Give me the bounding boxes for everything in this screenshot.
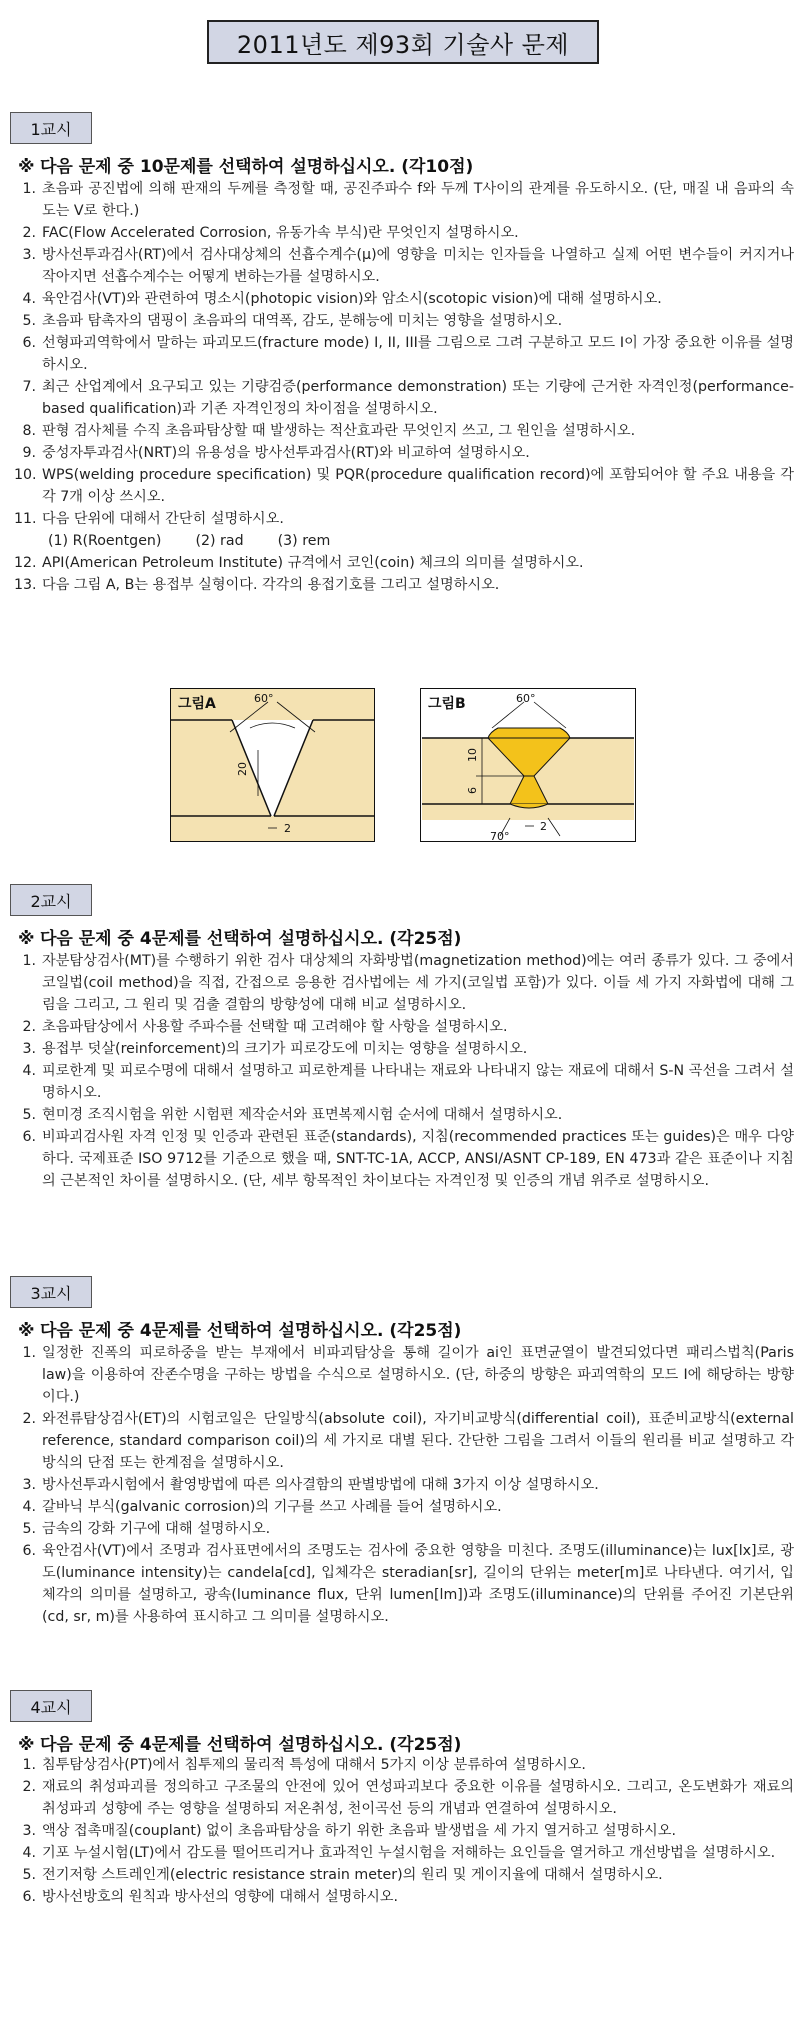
question-item: 6. 비파괴검사원 자격 인정 및 인증과 관련된 표준(standards), 지침(recommended practices 또는 guides)은 매우 다양하다. 국제표준 ISO 9712를 기준으로 했을 때, SNT-TC-1A, ACCP, ANSI/ASNT CP-189, EN 473과 같은 표준이나 지침의 근본적인 차이를 설명하시오. (단, 세부 항목적인 차이보다는 자격인정 및 인증의 개념 위주로 설명하시오. (22, 1129, 794, 1189)
question-item: 4. 갈바닉 부식(galvanic corrosion)의 기구를 쓰고 사례를 들어 설명하시오. (22, 1499, 502, 1515)
figure-b (420, 688, 636, 842)
question-item: 4. 기포 누설시험(LT)에서 감도를 떨어뜨리거나 효과적인 누설시험을 저해하는 요인들을 열거하고 개선방법을 설명하시오. (22, 1845, 776, 1861)
session-4-instruction: ※ 다음 문제 중 4문제를 선택하여 설명하십시오. (각25점) (18, 1735, 462, 1755)
figure-b-gap: 2 (540, 820, 547, 833)
question-item: 6. 육안검사(VT)에서 조명과 검사표면에서의 조명도는 검사에 중요한 영향을 미친다. 조명도(illuminance)는 lux[lx]로, 광도(luminance intensity)는 candela[cd], 입체각은 steradian[sr], 길이의 단위는 meter[m]로 나타낸다. 여기서, 입체각의 의미를 설명하고, 광속(luminance flux, 단위 lumen[lm])과 조명도(illuminance)의 단위를 주어진 기본단위(cd, sr, m)를 사용하여 표시하고 그 의미를 설명하시오. (22, 1543, 794, 1625)
question-item: 1. 침투탐상검사(PT)에서 침투제의 물리적 특성에 대해서 5가지 이상 분류하여 설명하시오. (22, 1757, 586, 1773)
unit-list (14, 530, 794, 552)
session-3-questions (14, 1342, 794, 1628)
question-item: 1. 자분탐상검사(MT)를 수행하기 위한 검사 대상체의 자화방법(magnetization method)에는 여러 종류가 있다. 그 중에서 코일법(coil method)을 직접, 간접으로 응용한 검사법에는 세 가지(코일법 포함)가 있다. 이들 세 가지 자화법에 대해 그림을 그리고, 그 원리 및 검출 결함의 방향성에 대해 비교 설명하시오. (22, 953, 794, 1013)
question-item: 1. 초음파 공진법에 의해 판재의 두께를 측정할 때, 공진주파수 f와 두께 T사이의 관계를 유도하시오. (단, 매질 내 음파의 속도는 V로 한다.) (22, 181, 794, 219)
session-2-tab: 2교시 (10, 884, 92, 916)
unit-item: (2) rad (195, 533, 244, 549)
question-item: 10. WPS(welding procedure specification) 및 PQR(procedure qualification record)에 포함되어야 할 주요 내용을 각각 7개 이상 쓰시오. (14, 467, 794, 505)
question-item: 8. 판형 검사체를 수직 초음파탐상할 때 발생하는 적산효과란 무엇인지 쓰고, 그 원인을 설명하시오. (22, 423, 636, 439)
session-2-instruction: ※ 다음 문제 중 4문제를 선택하여 설명하십시오. (각25점) (18, 929, 462, 949)
question-item: 2. 재료의 취성파괴를 정의하고 구조물의 안전에 있어 연성파괴보다 중요한 이유를 설명하시오. 그리고, 온도변화가 재료의 취성파괴 성향에 주는 영향을 설명하되 저온취성, 천이곡선 등의 개념과 연결하여 설명하시오. (22, 1779, 794, 1817)
figure-b-label: 그림B (428, 696, 466, 712)
figure-a-gap: 2 (284, 822, 291, 835)
question-item: 7. 최근 산업계에서 요구되고 있는 기량검증(performance demonstration) 또는 기량에 근거한 자격인정(performance-based qualification)과 기존 자격인정의 차이점을 설명하시오. (22, 379, 794, 417)
figure-b-angle: 60° (516, 692, 536, 705)
question-item: 6. 방사선방호의 원칙과 방사선의 영향에 대해서 설명하시오. (22, 1889, 398, 1905)
figure-a-angle: 60° (254, 692, 274, 705)
session-1-questions (14, 178, 794, 596)
figure-a-label: 그림A (178, 696, 216, 712)
question-item: 3. 방사선투과시험에서 촬영방법에 따른 의사결함의 판별방법에 대해 3가지 이상 설명하시오. (22, 1477, 599, 1493)
session-3-instruction: ※ 다음 문제 중 4문제를 선택하여 설명하십시오. (각25점) (18, 1321, 462, 1341)
question-item: 5. 전기저항 스트레인게(electric resistance strain meter)의 원리 및 게이지율에 대해서 설명하시오. (22, 1867, 663, 1883)
figure-b-bottom-angle: 70° (490, 830, 510, 842)
page-title: 2011년도 제93회 기술사 문제 (207, 20, 599, 64)
question-item: 3. 액상 접촉매질(couplant) 없이 초음파탐상을 하기 위한 초음파 발생법을 세 가지 열거하고 설명하시오. (22, 1823, 676, 1839)
question-item: 11. 다음 단위에 대해서 간단히 설명하시오. (14, 511, 284, 527)
figure-a-drawing (170, 688, 375, 842)
question-item: 13. 다음 그림 A, B는 용접부 실형이다. 각각의 용접기호를 그리고 설명하시오. (14, 577, 500, 593)
question-item: 3. 방사선투과검사(RT)에서 검사대상체의 선흡수계수(μ)에 영향을 미치는 인자들을 나열하고 실제 어떤 변수들이 커지거나 작아지면 선흡수계수는 어떻게 변하는가를 설명하시오. (22, 247, 794, 285)
question-item: 9. 중성자투과검사(NRT)의 유용성을 방사선투과검사(RT)와 비교하여 설명하시오. (22, 445, 530, 461)
session-4-questions (14, 1754, 794, 1908)
question-item: 2. FAC(Flow Accelerated Corrosion, 유동가속 부식)란 무엇인지 설명하시오. (22, 225, 519, 241)
question-item: 5. 초음파 탐촉자의 댐핑이 초음파의 대역폭, 감도, 분해능에 미치는 영향을 설명하시오. (22, 313, 563, 329)
question-item: 5. 현미경 조직시험을 위한 시험편 제작순서와 표면복제시험 순서에 대해서 설명하시오. (22, 1107, 563, 1123)
question-item: 2. 초음파탐상에서 사용할 주파수를 선택할 때 고려해야 할 사항을 설명하시오. (22, 1019, 508, 1035)
question-item: 2. 와전류탐상검사(ET)의 시험코일은 단일방식(absolute coil), 자기비교방식(differential coil), 표준비교방식(external reference, standard comparison coil)의 세 가지로 대별 된다. 간단한 그림을 그려서 이들의 원리를 비교 설명하고 각 방식의 단점 또는 한계점을 설명하시오. (22, 1411, 794, 1471)
session-1-instruction: ※ 다음 문제 중 10문제를 선택하여 설명하십시오. (각10점) (18, 157, 474, 177)
question-item: 5. 금속의 강화 기구에 대해 설명하시오. (22, 1521, 271, 1537)
figure-a (170, 688, 375, 842)
figure-b-drawing (420, 688, 636, 842)
question-item: 4. 육안검사(VT)와 관련하여 명소시(photopic vision)와 암소시(scotopic vision)에 대해 설명하시오. (22, 291, 662, 307)
question-item: 6. 선형파괴역학에서 말하는 파괴모드(fracture mode) I, II, III를 그림으로 그려 구분하고 모드 I이 가장 중요한 이유를 설명하시오. (22, 335, 794, 373)
figure-b-root: 6 (466, 787, 479, 794)
question-item: 1. 일정한 진폭의 피로하중을 받는 부재에서 비파괴탐상을 통해 길이가 ai인 표면균열이 발견되었다면 패리스법칙(Paris law)을 이용하여 잔존수명을 구하는 방법을 수식으로 설명하시오. (단, 하중의 방향은 파괴역학의 모드 I에 해당하는 방향이다.) (22, 1345, 794, 1405)
figure-a-depth: 20 (236, 762, 249, 776)
question-item: 3. 용접부 덧살(reinforcement)의 크기가 피로강도에 미치는 영향을 설명하시오. (22, 1041, 528, 1057)
unit-item: (3) rem (277, 533, 331, 549)
session-1-tab: 1교시 (10, 112, 92, 144)
session-4-tab: 4교시 (10, 1690, 92, 1722)
question-item: 12. API(American Petroleum Institute) 규격에서 코인(coin) 체크의 의미를 설명하시오. (14, 555, 584, 571)
session-2-questions (14, 950, 794, 1192)
session-3-tab: 3교시 (10, 1276, 92, 1308)
unit-item: (1) R(Roentgen) (48, 533, 162, 549)
instruction-mark: ※ (18, 157, 35, 177)
question-item: 4. 피로한계 및 피로수명에 대해서 설명하고 피로한계를 나타내는 재료와 나타내지 않는 재료에 대해서 S-N 곡선을 그려서 설명하시오. (22, 1063, 794, 1101)
figure-b-top: 10 (466, 748, 479, 762)
